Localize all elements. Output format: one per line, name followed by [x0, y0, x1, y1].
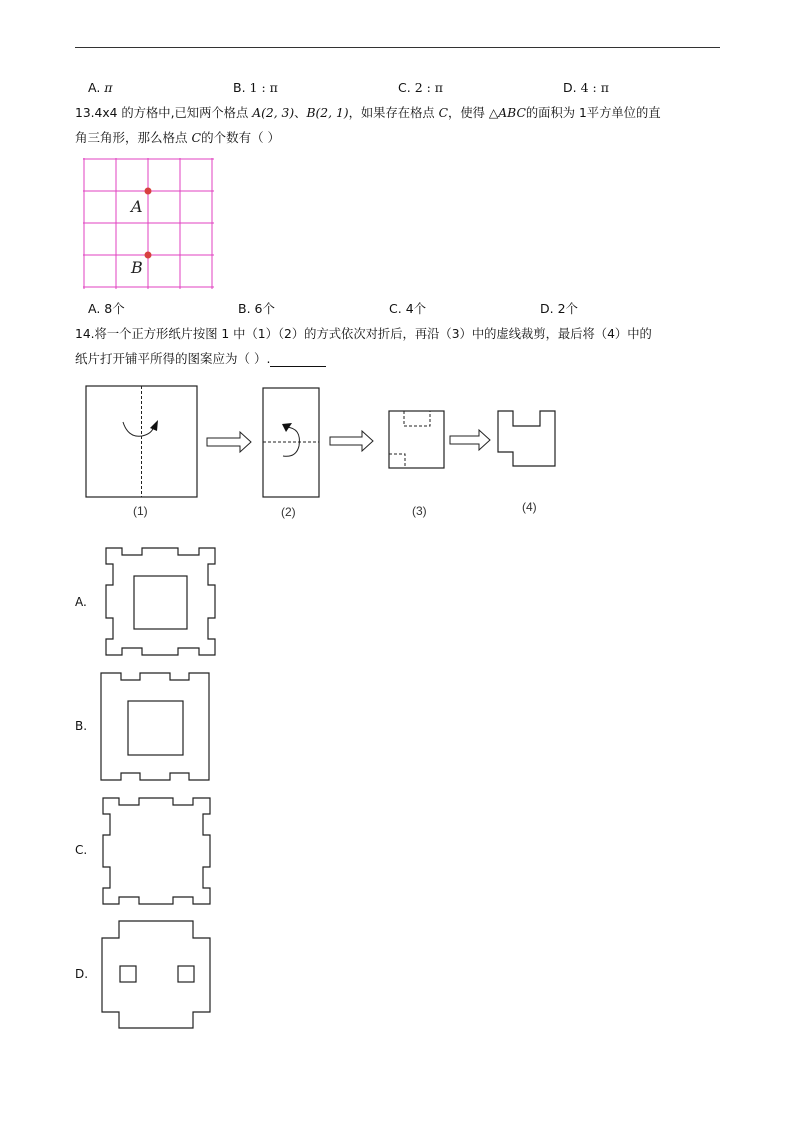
right-arrow-2: [330, 431, 373, 451]
right-arrow-1: [207, 432, 251, 452]
figure-label-2: (2): [281, 505, 296, 519]
q14-option-a-figure[interactable]: [105, 547, 217, 657]
q13-option-b[interactable]: B. 6个: [238, 301, 275, 316]
fold-step4-shape: [498, 411, 555, 466]
q14-option-a-label[interactable]: A.: [75, 595, 87, 609]
q14-option-b-label[interactable]: B.: [75, 719, 88, 733]
fold-step1-arrowhead: [150, 420, 158, 431]
q13-option-d[interactable]: D. 2个: [540, 301, 579, 316]
q14-stem-line1: 14.将一个正方形纸片按图 1 中（1）（2）的方式依次对折后，再沿（3）中的虚线裁剪，最后将（4）中的: [75, 327, 652, 341]
q13-grid-figure: [83, 158, 215, 290]
header-rule: [75, 47, 720, 48]
q14-option-c-figure[interactable]: [102, 797, 214, 907]
q12-option-b[interactable]: B. 1 : π: [233, 80, 278, 95]
fold-step3-square: [389, 411, 444, 468]
q14-option-c-label[interactable]: C.: [75, 843, 88, 857]
q13-stem-line2: 角三角形，那么格点 C的个数有（ ）: [75, 130, 281, 145]
grid-label-a: A: [131, 197, 143, 216]
q13-option-c[interactable]: C. 4个: [389, 301, 427, 316]
q13-stem-line1: 13.4x4 的方格中,已知两个格点 A(2, 3)、B(2, 1)，如果存在格点 C，使得 △ABC的面积为 1平方单位的直: [75, 106, 661, 120]
q14-fold-figure: [80, 380, 570, 525]
q14-stem-line2: 纸片打开铺平所得的图案应为（ ）.: [75, 351, 326, 367]
q14-option-d-figure[interactable]: [101, 920, 213, 1030]
q14-option-d-label[interactable]: D.: [75, 967, 89, 981]
q12-option-a[interactable]: A. π: [88, 80, 113, 95]
figure-label-1: (1): [133, 504, 148, 518]
figure-label-3: (3): [412, 504, 427, 518]
answer-blank[interactable]: [270, 354, 326, 367]
grid-point-a: [145, 188, 152, 195]
figure-label-4: (4): [522, 500, 537, 514]
fold-step1-arrow: [123, 422, 154, 436]
grid-point-b: [145, 252, 152, 259]
q12-option-d[interactable]: D. 4 : π: [563, 80, 609, 95]
q14-option-b-figure[interactable]: [100, 672, 212, 782]
right-arrow-3: [450, 430, 490, 450]
q13-option-a[interactable]: A. 8个: [88, 301, 125, 316]
q12-option-c[interactable]: C. 2 : π: [398, 80, 444, 95]
grid-label-b: B: [131, 258, 143, 277]
